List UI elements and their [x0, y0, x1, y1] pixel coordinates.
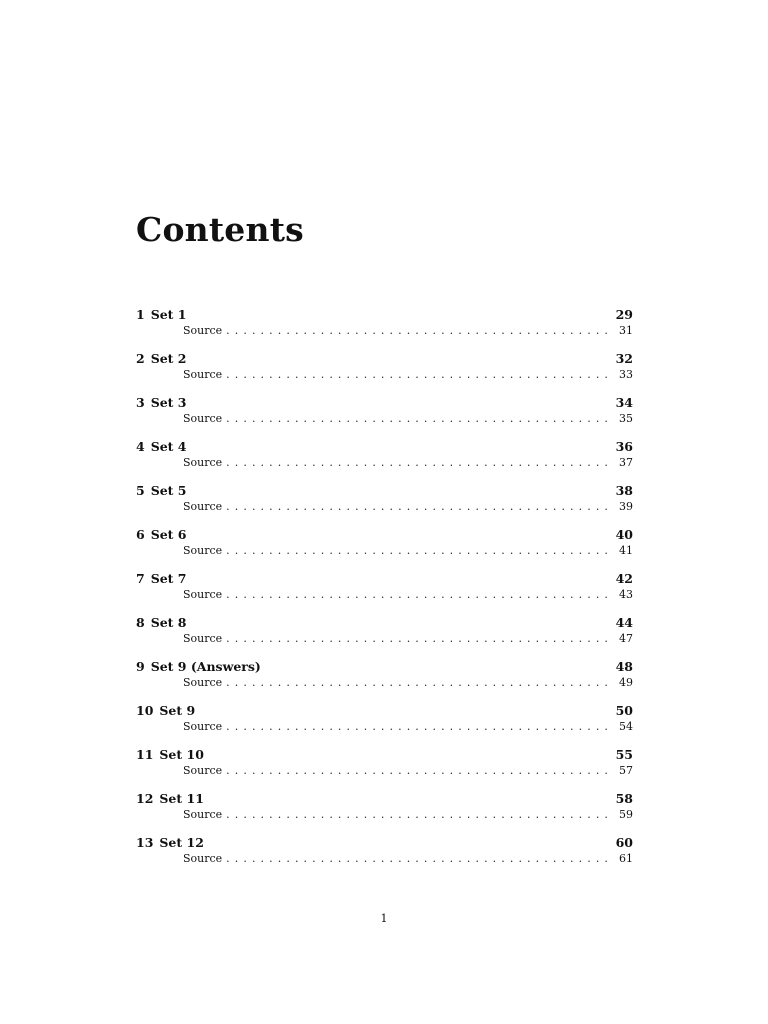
chapter-title-text: Set 6 [150, 527, 187, 542]
toc-entry [136, 482, 633, 526]
dot-leader [226, 851, 611, 866]
toc-chapter-link[interactable] [136, 526, 633, 543]
chapter-title [136, 658, 261, 675]
page-number: 1 [380, 912, 388, 925]
chapter-page-number: 34 [615, 395, 633, 410]
toc-section-link[interactable] [136, 499, 633, 514]
section-title: Source [183, 368, 223, 381]
section-title: Source [183, 852, 223, 865]
section-page-number: 31 [619, 324, 633, 337]
toc-section-link[interactable] [136, 455, 633, 470]
chapter-title-text: Set 9 (Answers) [150, 659, 261, 674]
table-of-contents [136, 306, 633, 878]
chapter-page-number: 44 [615, 615, 633, 630]
chapter-number: 12 [136, 791, 154, 806]
section-title: Source [183, 632, 223, 645]
section-page-number: 41 [619, 544, 633, 557]
chapter-title [136, 834, 204, 851]
dot-leader [226, 763, 611, 778]
section-title: Source [183, 412, 223, 425]
toc-section-link[interactable] [136, 631, 633, 646]
chapter-number: 13 [136, 835, 154, 850]
chapter-page-number: 29 [615, 307, 633, 322]
toc-entry [136, 614, 633, 658]
chapter-title [136, 526, 187, 543]
chapter-page-number: 38 [615, 483, 633, 498]
section-page-number: 39 [619, 500, 633, 513]
toc-entry [136, 350, 633, 394]
chapter-page-number: 32 [615, 351, 633, 366]
chapter-title [136, 306, 187, 323]
section-title: Source [183, 764, 223, 777]
toc-chapter-link[interactable] [136, 746, 633, 763]
toc-section-link[interactable] [136, 763, 633, 778]
chapter-number: 3 [136, 395, 145, 410]
toc-chapter-link[interactable] [136, 482, 633, 499]
section-title: Source [183, 720, 223, 733]
chapter-title [136, 614, 187, 631]
section-title: Source [183, 676, 223, 689]
chapter-title-text: Set 4 [150, 439, 187, 454]
chapter-title [136, 702, 195, 719]
chapter-number: 7 [136, 571, 145, 586]
section-page-number: 49 [619, 676, 633, 689]
chapter-number: 8 [136, 615, 145, 630]
dot-leader [226, 587, 611, 602]
chapter-title [136, 790, 204, 807]
chapter-title-text: Set 5 [150, 483, 187, 498]
dot-leader [226, 543, 611, 558]
chapter-number: 6 [136, 527, 145, 542]
section-title: Source [183, 500, 223, 513]
section-title: Source [183, 456, 223, 469]
chapter-title-text: Set 2 [150, 351, 187, 366]
toc-entry [136, 438, 633, 482]
chapter-page-number: 50 [615, 703, 633, 718]
toc-section-link[interactable] [136, 719, 633, 734]
chapter-title-text: Set 12 [159, 835, 204, 850]
section-page-number: 37 [619, 456, 633, 469]
toc-section-link[interactable] [136, 367, 633, 382]
toc-chapter-link[interactable] [136, 658, 633, 675]
chapter-page-number: 58 [615, 791, 633, 806]
chapter-title-text: Set 8 [150, 615, 187, 630]
section-title: Source [183, 588, 223, 601]
toc-chapter-link[interactable] [136, 394, 633, 411]
dot-leader [226, 499, 611, 514]
section-page-number: 57 [619, 764, 633, 777]
chapter-page-number: 40 [615, 527, 633, 542]
chapter-page-number: 42 [615, 571, 633, 586]
section-page-number: 47 [619, 632, 633, 645]
toc-entry [136, 526, 633, 570]
toc-section-link[interactable] [136, 807, 633, 822]
dot-leader [226, 367, 611, 382]
chapter-title-text: Set 9 [159, 703, 196, 718]
toc-section-link[interactable] [136, 323, 633, 338]
section-page-number: 33 [619, 368, 633, 381]
chapter-title-text: Set 7 [150, 571, 187, 586]
toc-section-link[interactable] [136, 543, 633, 558]
section-page-number: 54 [619, 720, 633, 733]
dot-leader [226, 455, 611, 470]
toc-chapter-link[interactable] [136, 350, 633, 367]
dot-leader [226, 675, 611, 690]
toc-entry [136, 790, 633, 834]
chapter-number: 5 [136, 483, 145, 498]
chapter-page-number: 36 [615, 439, 633, 454]
toc-section-link[interactable] [136, 675, 633, 690]
section-title: Source [183, 808, 223, 821]
chapter-page-number: 60 [615, 835, 633, 850]
chapter-number: 2 [136, 351, 145, 366]
chapter-number: 10 [136, 703, 154, 718]
dot-leader [226, 323, 611, 338]
toc-section-link[interactable] [136, 851, 633, 866]
chapter-number: 9 [136, 659, 145, 674]
dot-leader [226, 411, 611, 426]
toc-chapter-link[interactable] [136, 790, 633, 807]
toc-section-link[interactable] [136, 411, 633, 426]
chapter-number: 4 [136, 439, 145, 454]
toc-entry [136, 702, 633, 746]
dot-leader [226, 719, 611, 734]
chapter-title-text: Set 11 [159, 791, 204, 806]
chapter-title [136, 394, 187, 411]
chapter-title [136, 438, 187, 455]
toc-entry [136, 834, 633, 878]
toc-chapter-link[interactable] [136, 834, 633, 851]
chapter-title [136, 746, 204, 763]
toc-entry [136, 658, 633, 702]
page-title: Contents [136, 210, 304, 249]
toc-chapter-link[interactable] [136, 702, 633, 719]
dot-leader [226, 631, 611, 646]
toc-entry [136, 306, 633, 350]
toc-chapter-link[interactable] [136, 614, 633, 631]
chapter-page-number: 48 [615, 659, 633, 674]
toc-entry [136, 570, 633, 614]
section-page-number: 61 [619, 852, 633, 865]
chapter-title [136, 570, 187, 587]
section-page-number: 59 [619, 808, 633, 821]
section-page-number: 43 [619, 588, 633, 601]
chapter-title-text: Set 10 [159, 747, 204, 762]
chapter-number: 11 [136, 747, 154, 762]
toc-chapter-link[interactable] [136, 438, 633, 455]
chapter-title [136, 350, 187, 367]
section-page-number: 35 [619, 412, 633, 425]
dot-leader [226, 807, 611, 822]
chapter-page-number: 55 [615, 747, 633, 762]
chapter-title-text: Set 1 [150, 307, 187, 322]
chapter-number: 1 [136, 307, 145, 322]
toc-chapter-link[interactable] [136, 306, 633, 323]
chapter-title-text: Set 3 [150, 395, 187, 410]
section-title: Source [183, 324, 223, 337]
chapter-title [136, 482, 187, 499]
toc-entry [136, 746, 633, 790]
toc-chapter-link[interactable] [136, 570, 633, 587]
toc-section-link[interactable] [136, 587, 633, 602]
section-title: Source [183, 544, 223, 557]
toc-entry [136, 394, 633, 438]
